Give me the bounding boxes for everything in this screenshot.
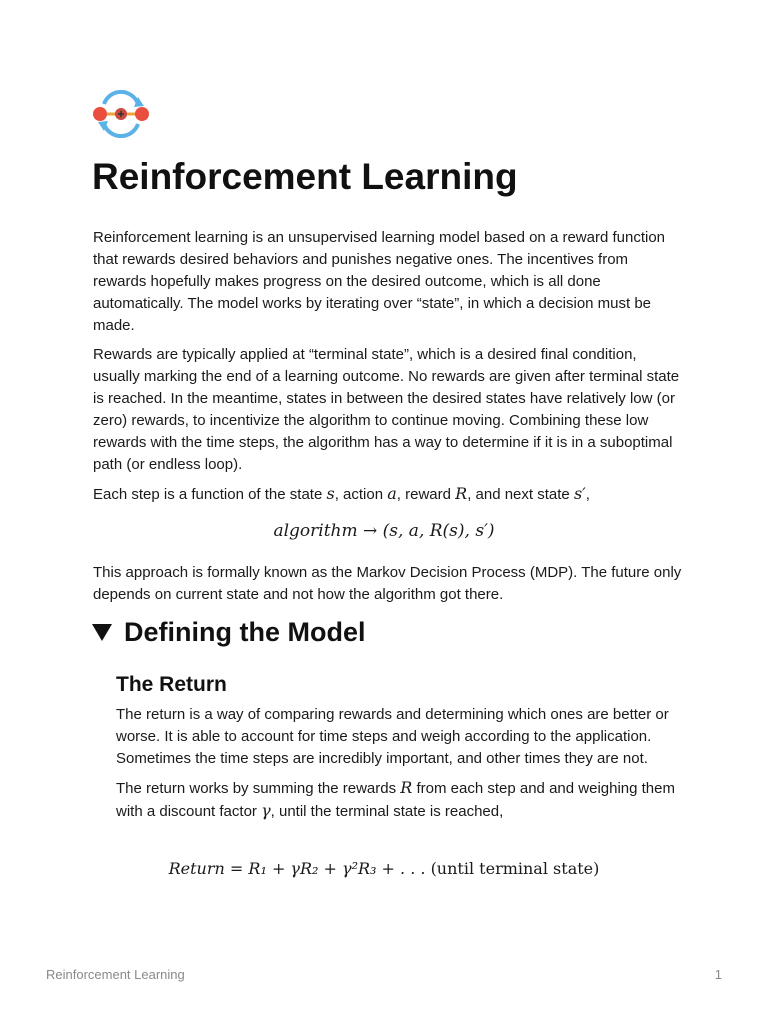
return-paragraph-1: The return is a way of comparing rewards and determining which ones are better or worse. It is able to account for time steps and weigh according to the application. Sometimes the time steps are incredibly important, and other times they are not. bbox=[116, 706, 669, 767]
text-segment: , action bbox=[334, 486, 388, 503]
toggle-heading-defining-the-model[interactable] bbox=[92, 614, 365, 650]
intro-paragraph-2: Rewards are typically applied at “terminal state”, which is a desired final condition, usually marking the end of a learning outcome. No rewards are given after terminal state is reached. In the meantime, states in between the desired states have relatively low (or zero) rewards, to incentivize the algorithm to continue moving. Combining these low rewards with the time steps, the algorithm has a way to determine if it is in a suboptimal path (or endless loop). bbox=[93, 346, 680, 473]
math-reward: R bbox=[400, 778, 413, 797]
text-segment: , and next state bbox=[467, 486, 574, 503]
subheading-the-return: The Return bbox=[116, 673, 227, 696]
footer-page-number: 1 bbox=[714, 967, 722, 982]
equation-rhs: = R₁ + γR₂ + γ²R₃ + . . . bbox=[224, 859, 431, 878]
mdp-text: This approach is formally known as the Markov Decision Process (MDP). The future only depends on current state and not how the algorithm got there. bbox=[93, 564, 682, 603]
math-next-state: s′ bbox=[573, 484, 586, 503]
math-state: s bbox=[326, 484, 335, 503]
text-segment: The return works by summing the rewards bbox=[116, 780, 401, 797]
algorithm-equation: algorithm → (s, a, R(s), s′) bbox=[273, 521, 495, 541]
math-gamma: γ bbox=[261, 801, 271, 820]
intro-paragraph-1: Reinforcement learning is an unsupervised learning model based on a reward function that rewards desired behaviors and punishes negative ones. The incentives from rewards hopefully makes progress on the desired outcome, which is all done automatically. The model works by iterating over “state”, in which a decision must be made. bbox=[93, 229, 666, 334]
text-segment: , bbox=[585, 486, 590, 503]
text-segment: , reward bbox=[396, 486, 456, 503]
text-segment: , until the terminal state is reached, bbox=[270, 803, 504, 820]
text-segment: Each step is a function of the state bbox=[93, 486, 327, 503]
footer-document-title: Reinforcement Learning bbox=[46, 967, 185, 982]
math-reward: R bbox=[455, 484, 468, 503]
intro-section bbox=[93, 227, 683, 513]
equation-lhs: Return bbox=[168, 859, 225, 878]
reinforcement-cycle-icon bbox=[92, 90, 150, 138]
toggle-triangle-icon[interactable] bbox=[92, 624, 112, 641]
return-equation bbox=[0, 859, 768, 879]
return-paragraph-2 bbox=[116, 777, 676, 823]
equation-tail: (until terminal state) bbox=[430, 859, 600, 878]
page-title: Reinforcement Learning bbox=[92, 156, 518, 197]
mdp-paragraph bbox=[93, 562, 683, 613]
return-section bbox=[116, 704, 676, 830]
toggle-heading-label: Defining the Model bbox=[124, 617, 366, 647]
intro-paragraph-3 bbox=[93, 483, 683, 506]
math-action: a bbox=[387, 484, 397, 503]
text-segment: from each step and and weighing them with a discount factor bbox=[116, 780, 675, 820]
